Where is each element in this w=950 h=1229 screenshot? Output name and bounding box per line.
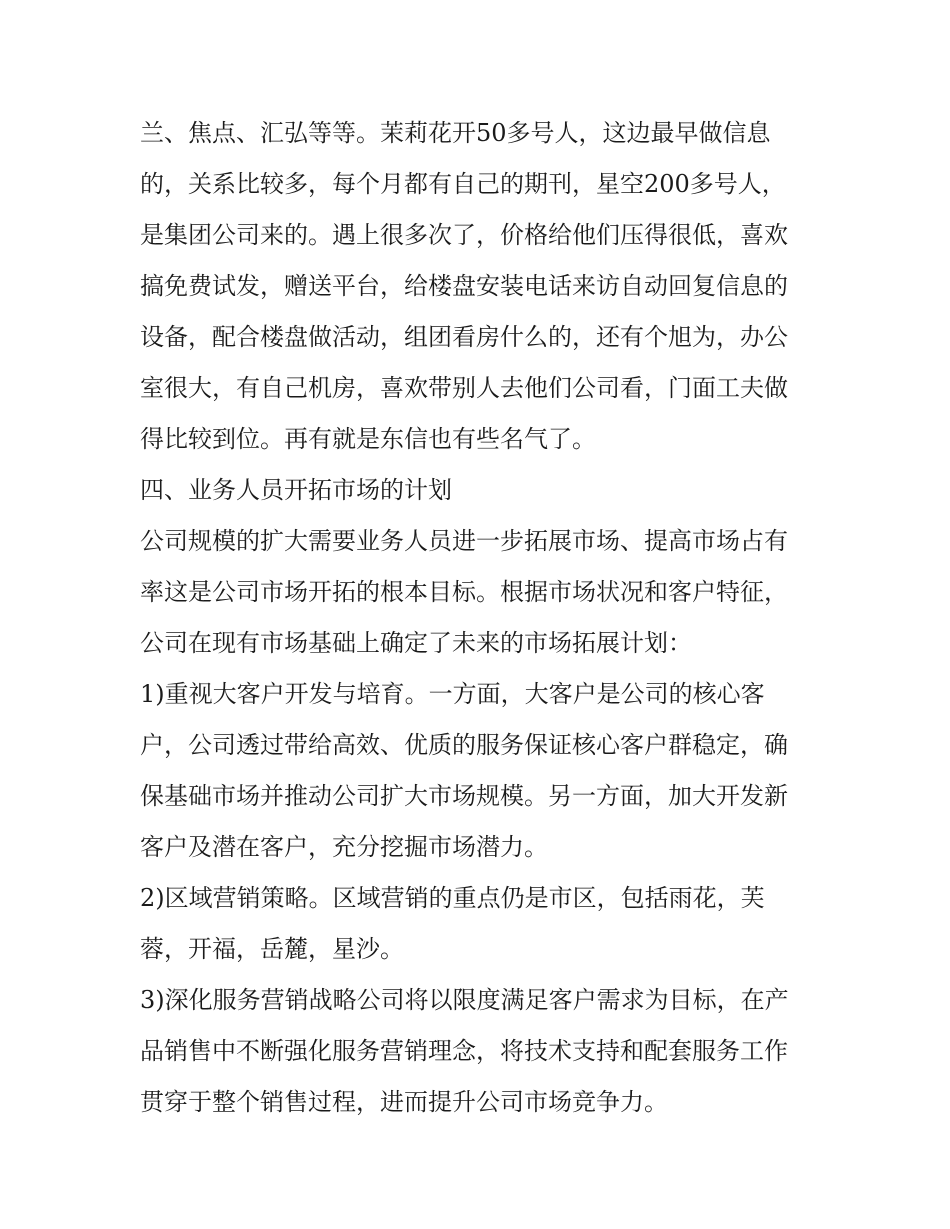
- text-line: 兰、焦点、汇弘等等。茉莉花开50多号人，这边最早做信息: [140, 119, 771, 147]
- text-line: 率这是公司市场开拓的根本目标。根据市场状况和客户特征，: [140, 578, 788, 606]
- section-heading: 四、业务人员开拓市场的计划: [140, 476, 452, 504]
- list-item-line: 户，公司透过带给高效、优质的服务保证核心客户群稳定，确: [140, 731, 788, 759]
- text-line: 室很大，有自己机房，喜欢带别人去他们公司看，门面工夫做: [140, 374, 788, 402]
- list-item-line: 品销售中不断强化服务营销理念，将技术支持和配套服务工作: [140, 1037, 788, 1065]
- text-line: 搞免费试发，赠送平台，给楼盘安装电话来访自动回复信息的: [140, 272, 788, 300]
- list-item-line: 贯穿于整个销售过程，进而提升公司市场竞争力。: [140, 1088, 668, 1116]
- list-item-line: 1)重视大客户开发与培育。一方面，大客户是公司的核心客: [140, 680, 765, 708]
- text-line: 公司在现有市场基础上确定了未来的市场拓展计划：: [140, 629, 692, 657]
- list-item-line: 客户及潜在客户，充分挖掘市场潜力。: [140, 833, 548, 861]
- text-line: 公司规模的扩大需要业务人员进一步拓展市场、提高市场占有: [140, 527, 788, 555]
- list-item-line: 保基础市场并推动公司扩大市场规模。另一方面，加大开发新: [140, 782, 788, 810]
- list-item-line: 蓉，开福，岳麓，星沙。: [140, 935, 404, 963]
- document-body: [140, 108, 812, 1128]
- list-item-line: 2)区域营销策略。区域营销的重点仍是市区，包括雨花，芙: [140, 884, 765, 912]
- list-item-line: 3)深化服务营销战略公司将以限度满足客户需求为目标，在产: [140, 986, 789, 1014]
- text-line: 是集团公司来的。遇上很多次了，价格给他们压得很低，喜欢: [140, 221, 788, 249]
- text-line: 的，关系比较多，每个月都有自己的期刊，星空200多号人，: [140, 170, 786, 198]
- text-line: 设备，配合楼盘做活动，组团看房什么的，还有个旭为，办公: [140, 323, 788, 351]
- text-line: 得比较到位。再有就是东信也有些名气了。: [140, 425, 596, 453]
